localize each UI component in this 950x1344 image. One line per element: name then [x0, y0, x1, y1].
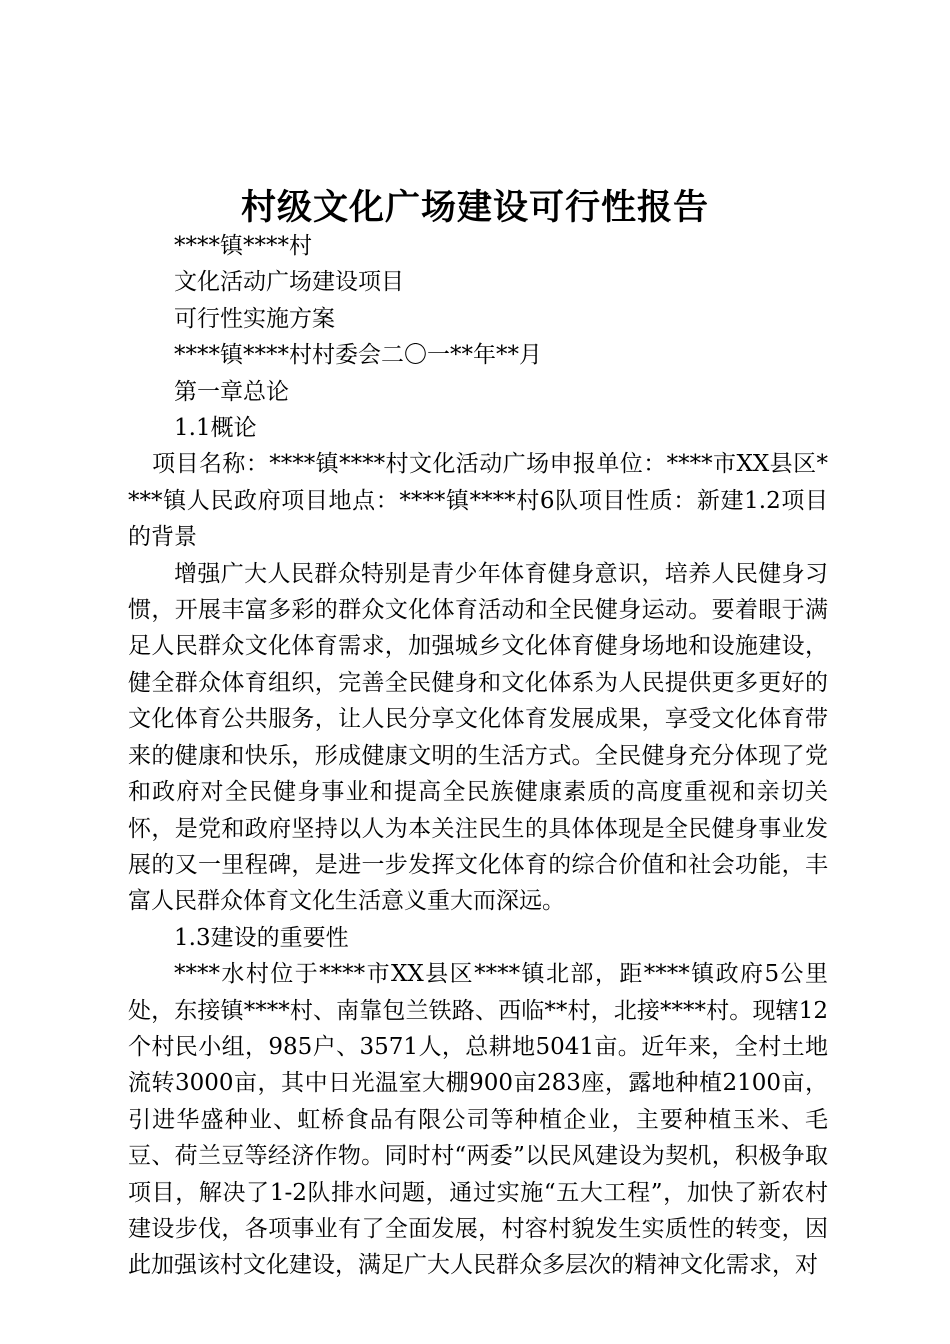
- paragraph-project-info: 项目名称：****镇****村文化活动广场申报单位：****市XX县区****镇人民政府项目地点：****镇****村6队项目性质：新建1.2项目的背景: [128, 451, 828, 551]
- heading-plan: 可行性实施方案: [174, 305, 335, 332]
- document-title: 村级文化广场建设可行性报告: [240, 187, 709, 228]
- heading-issuer-date: ****镇****村村委会二〇一**年**月: [174, 342, 542, 369]
- section-heading-overview: 1.1概论: [174, 415, 257, 442]
- heading-project: 文化活动广场建设项目: [174, 269, 404, 296]
- heading-village: ****镇****村: [174, 233, 312, 259]
- paragraph-village-intro: ****水村位于****市XX县区****镇北部，距****镇政府5公里处，东接镇****村、南靠包兰铁路、西临**村，北接****村。现辖12个村民小组，985户、3571人，总耕地5041亩。近年来，全村土地流转3000亩，其中日光温室大棚900亩283座，露地种植2100亩，引进华盛种业、虹桥食品有限公司等种植企业，主要种植玉米、毛豆、荷兰豆等经济作物。同时村“两委”以民风建设为契机，积极争取项目，解决了1-2队排水问题，通过实施“五大工程”，加快了新农村建设步伐，各项事业有了全面发展，村容村貌发生实质性的转变，因此加强该村文化建设，满足广大人民群众多层次的精神文化需求，对: [128, 961, 828, 1279]
- document-body: [128, 228, 828, 1284]
- chapter-heading: 第一章总论: [174, 378, 289, 405]
- paragraph-background: 增强广大人民群众特别是青少年体育健身意识，培养人民健身习惯，开展丰富多彩的群众文化体育活动和全民健身运动。要着眼于满足人民群众文化体育需求，加强城乡文化体育健身场地和设施建设，健全群众体育组织，完善全民健身和文化体系为人民提供更多更好的文化体育公共服务，让人民分享文化体育发展成果，享受文化体育带来的健康和快乐，形成健康文明的生活方式。全民健身充分体现了党和政府对全民健身事业和提高全民族健康素质的高度重视和亲切关怀，是党和政府坚持以人为本关注民生的具体体现是全民健身事业发展的又一里程碑，是进一步发挥文化体育的综合价值和社会功能，丰富人民群众体育文化生活意义重大而深远。: [128, 560, 828, 915]
- section-heading-importance: 1.3建设的重要性: [174, 924, 349, 951]
